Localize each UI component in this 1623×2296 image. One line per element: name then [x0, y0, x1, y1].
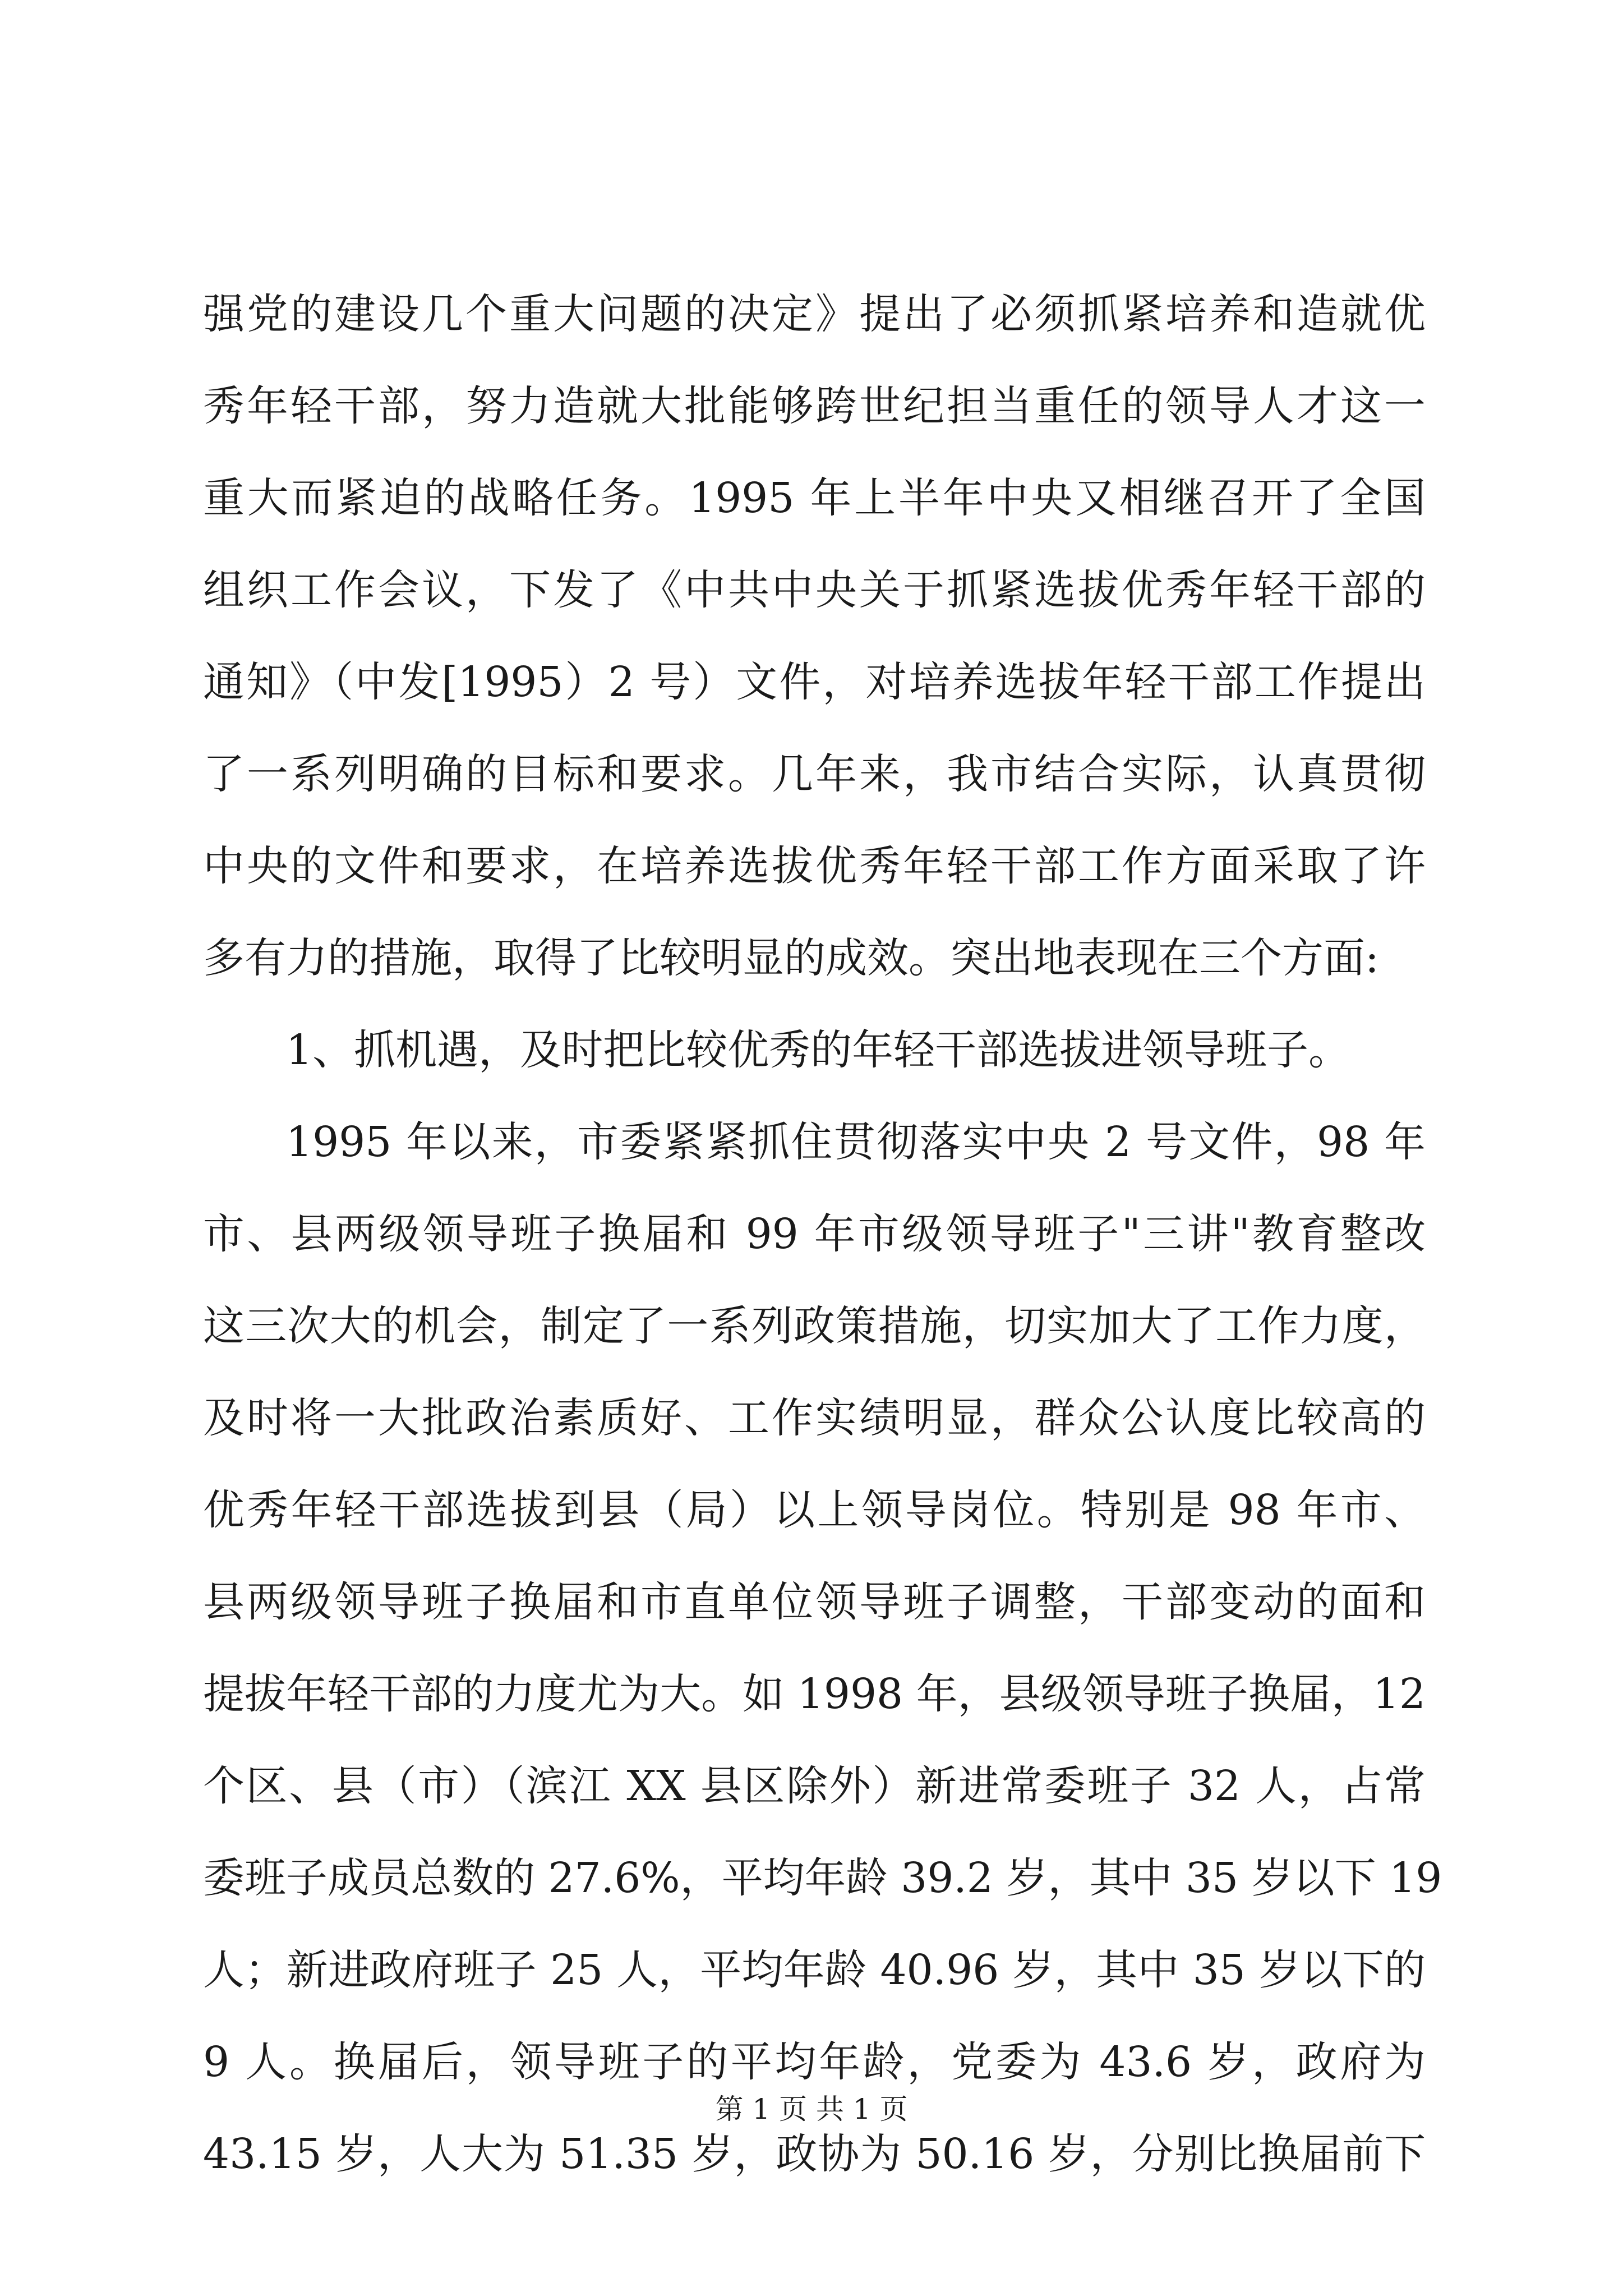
text-line: 个区、县（市）（滨江 XX 县区除外）新进常委班子 32 人，占常 [203, 1762, 1426, 1810]
text-line: 重大而紧迫的战略任务。1995 年上半年中央又相继召开了全国 [203, 474, 1426, 522]
text-line: 43.15 岁，人大为 51.35 岁，政协为 50.16 岁，分别比换届前下 [203, 2130, 1426, 2178]
text-line: 9 人。换届后，领导班子的平均年龄，党委为 43.6 岁，政府为 [203, 2038, 1426, 2086]
text-line: 市、县两级领导班子换届和 99 年市级领导班子"三讲"教育整改 [203, 1210, 1426, 1258]
text-line: 优秀年轻干部选拔到县（局）以上领导岗位。特别是 98 年市、 [203, 1486, 1426, 1534]
page-footer [0, 2087, 1623, 2132]
text-line: 秀年轻干部，努力造就大批能够跨世纪担当重任的领导人才这一 [203, 382, 1426, 430]
text-line: 多有力的措施，取得了比较明显的成效。突出地表现在三个方面: [203, 934, 1379, 982]
section-heading: 1、抓机遇，及时把比较优秀的年轻干部选拔进领导班子。 [286, 1026, 1350, 1074]
text-line: 委班子成员总数的 27.6%，平均年龄 39.2 岁，其中 35 岁以下 19 [203, 1854, 1442, 1902]
text-line: 中央的文件和要求，在培养选拔优秀年轻干部工作方面采取了许 [203, 842, 1426, 890]
text-line: 这三次大的机会，制定了一系列政策措施，切实加大了工作力度， [203, 1302, 1426, 1350]
text-line: 强党的建设几个重大问题的决定》提出了必须抓紧培养和造就优 [203, 290, 1426, 338]
body-text [203, 268, 1442, 2200]
text-line: 1995 年以来，市委紧紧抓住贯彻落实中央 2 号文件，98 年 [286, 1118, 1426, 1166]
text-line: 组织工作会议，下发了《中共中央关于抓紧选拔优秀年轻干部的 [203, 566, 1426, 614]
text-line: 提拔年轻干部的力度尤为大。如 1998 年，县级领导班子换届，12 [203, 1670, 1426, 1718]
text-line: 人；新进政府班子 25 人，平均年龄 40.96 岁，其中 35 岁以下的 [203, 1946, 1426, 1994]
text-line: 县两级领导班子换届和市直单位领导班子调整，干部变动的面和 [203, 1578, 1426, 1626]
text-line: 及时将一大批政治素质好、工作实绩明显，群众公认度比较高的 [203, 1394, 1426, 1442]
text-line: 通知》（中发[1995）2 号）文件，对培养选拔年轻干部工作提出 [203, 658, 1426, 706]
page-number: 第 1 页 共 1 页 [715, 2093, 908, 2125]
text-line: 了一系列明确的目标和要求。几年来，我市结合实际，认真贯彻 [203, 750, 1426, 798]
